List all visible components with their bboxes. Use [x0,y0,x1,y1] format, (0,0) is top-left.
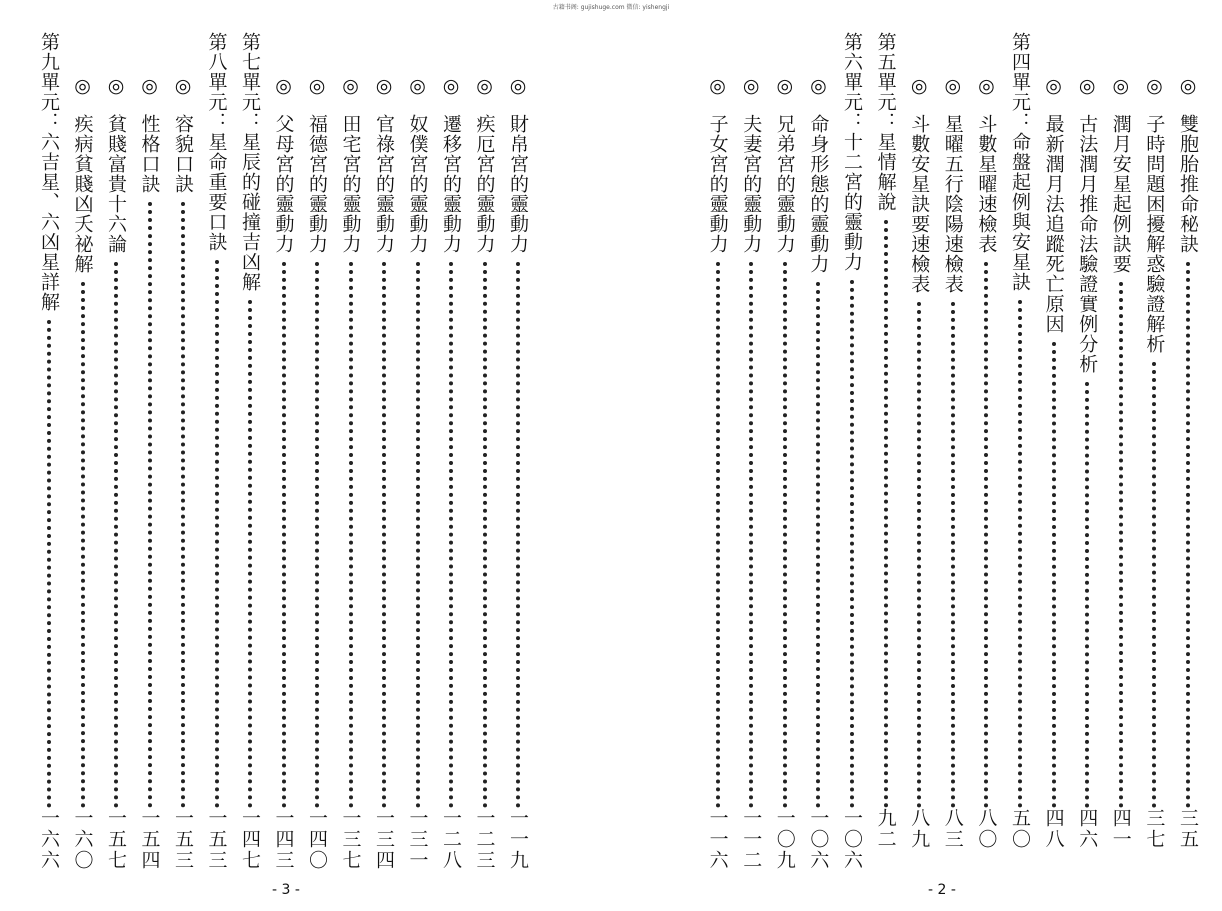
bullet-mark: ◎ [944,75,962,97]
dot-leader [81,282,85,808]
toc-entry [436,70,466,870]
toc-entry [1173,70,1203,870]
toc-page-number: 一一六 [706,808,729,871]
toc-entry [904,70,934,870]
dot-leader [47,320,51,808]
dot-leader [884,220,888,808]
dot-leader [1018,300,1022,808]
bullet-mark: ◎ [509,75,527,97]
dot-leader [114,262,118,808]
toc-entry [135,70,165,870]
page-number-right: - 2 - [928,882,956,898]
dot-leader [181,202,185,808]
toc-page-number: 一五七 [105,808,127,871]
toc-title: 斗數星曜速檢表 [975,114,998,254]
toc-title: 遷移宮的靈動力 [440,114,462,254]
toc-page-number: 一二三 [473,808,496,871]
toc-entry [503,70,533,870]
toc-page-number: 九二 [874,808,897,850]
toc-title: 子時問題困擾解惑驗證解析 [1143,114,1166,354]
toc-unit-heading [202,32,232,870]
toc-title: 性格口訣 [138,114,161,194]
toc-page-number: 一五三 [172,808,194,871]
dot-leader [483,262,487,808]
toc-page-number: 一五三 [205,808,228,871]
dot-leader [1119,282,1123,808]
bullet-mark: ◎ [141,75,158,97]
toc-title: 斗數安星訣要速檢表 [908,114,931,294]
toc-entry [971,70,1001,870]
bullet-mark: ◎ [978,75,995,97]
dot-leader [1052,342,1056,808]
bullet-mark: ◎ [776,75,794,97]
dot-leader [1186,262,1190,808]
toc-title: 第八單元：星命重要口訣 [205,32,228,252]
bullet-mark: ◎ [910,75,928,97]
toc-page-number: 一四七 [239,808,261,871]
bullet-mark: ◎ [1146,75,1163,97]
toc-title: 貧賤富貴十六論 [105,114,127,254]
dot-leader [248,300,252,808]
toc-title: 第九單元：六吉星、六凶星詳解 [38,32,60,312]
toc-entry [369,70,399,870]
toc-page-number: 一二八 [440,808,462,871]
toc-page-number: 三七 [1143,808,1166,850]
toc-unit-heading [871,32,901,870]
bullet-mark: ◎ [742,75,760,97]
toc-title: 命身形態的靈動力 [807,114,830,274]
dot-leader [315,262,319,808]
bullet-mark: ◎ [308,75,326,97]
toc-entry [770,70,800,870]
toc-page-number: 一一九 [507,808,529,871]
toc-entry [470,70,500,870]
toc-entry [1106,70,1136,870]
watermark: 古籍书阁: gujishuge.com 微信: yishengji [552,4,670,11]
toc-entry [336,70,366,870]
toc-entry [703,70,733,870]
toc-title: 子女宮的靈動力 [706,114,729,254]
toc-title: 第四單元：命盤起例與安星訣 [1009,32,1031,292]
toc-entry [803,70,833,870]
toc-unit-heading [1005,32,1035,870]
toc-entry [938,70,968,870]
dot-leader [951,302,955,808]
toc-page-number: 八三 [941,808,964,850]
toc-entry [168,70,198,870]
toc-entry [68,70,98,870]
toc-unit-heading [837,32,867,870]
toc-page-number: 八九 [908,808,931,850]
toc-entry [736,70,766,870]
dot-leader [749,262,753,808]
bullet-mark: ◎ [810,75,827,97]
bullet-mark: ◎ [476,75,493,97]
dot-leader [816,282,820,808]
toc-title: 父母宮的靈動力 [272,114,295,254]
toc-page-number: 一六六 [38,808,60,871]
toc-entry [403,70,433,870]
toc-title: 官祿宮的靈動力 [373,114,395,254]
toc-title: 雙胞胎推命秘訣 [1177,114,1199,254]
toc-title: 古法潤月推命法驗證實例分析 [1076,114,1099,374]
bullet-mark: ◎ [442,75,460,97]
bullet-mark: ◎ [375,75,393,97]
bullet-mark: ◎ [275,75,292,97]
dot-leader [1085,382,1089,808]
toc-page-number: 一三四 [373,808,395,871]
dot-leader [349,262,353,808]
page-number-left: - 3 - [272,882,300,898]
toc-page-number: 一〇六 [841,808,863,871]
bullet-mark: ◎ [709,75,726,97]
bullet-mark: ◎ [74,75,91,97]
toc-page-number: 四八 [1042,808,1065,850]
toc-title: 潤月安星起例訣要 [1109,114,1132,274]
toc-page-number: 一〇九 [773,808,796,871]
dot-leader [416,262,420,808]
toc-title: 奴僕宮的靈動力 [406,114,429,254]
toc-title: 最新潤月法追蹤死亡原因 [1042,114,1065,334]
dot-leader [1152,362,1156,808]
dot-leader [382,262,386,808]
toc-title: 財帛宮的靈動力 [507,114,529,254]
toc-page-number: 一一二 [740,808,763,871]
dot-leader [850,280,854,808]
dot-leader [516,262,520,808]
toc-page-number: 一〇六 [807,808,830,871]
toc-entry [1072,70,1102,870]
dot-leader [449,262,453,808]
toc-page-number: 四一 [1109,808,1132,850]
toc-title: 容貌口訣 [172,114,194,194]
toc-unit-heading [235,32,265,870]
toc-entry [1039,70,1069,870]
toc-title: 兄弟宮的靈動力 [773,114,796,254]
bullet-mark: ◎ [409,75,426,97]
toc-page-number: 八〇 [975,808,998,850]
dot-leader [282,262,286,808]
toc-entry [302,70,332,870]
toc-title: 第六單元：十二宮的靈動力 [841,32,863,272]
toc-title: 第七單元：星辰的碰撞吉凶解 [239,32,261,292]
toc-title: 夫妻宮的靈動力 [740,114,763,254]
toc-title: 福德宮的靈動力 [306,114,328,254]
toc-page-number: 五〇 [1009,808,1031,850]
toc-entry [269,70,299,870]
toc-page-number: 一四〇 [306,808,328,871]
toc-page-number: 一五四 [138,808,161,871]
right-page [611,0,1222,911]
toc-entry [101,70,131,870]
bullet-mark: ◎ [342,75,359,97]
toc-title: 疾病貧賤凶夭祕解 [71,114,94,274]
bullet-mark: ◎ [1078,75,1096,97]
toc-page-number: 一三七 [339,808,362,871]
toc-entry [1139,70,1169,870]
toc-title: 星曜五行陰陽速檢表 [941,114,964,294]
dot-leader [984,262,988,808]
dot-leader [917,302,921,808]
toc-unit-heading [34,32,64,870]
dot-leader [215,260,219,808]
dot-leader [716,262,720,808]
toc-page-number: 一三一 [406,808,429,871]
toc-page-number: 一四三 [272,808,295,871]
bullet-mark: ◎ [107,75,125,97]
bullet-mark: ◎ [1179,75,1197,97]
toc-title: 田宅宮的靈動力 [339,114,362,254]
bullet-mark: ◎ [1045,75,1062,97]
bullet-mark: ◎ [1112,75,1130,97]
dot-leader [783,262,787,808]
dot-leader [148,202,152,808]
toc-title: 第五單元：星情解說 [874,32,897,212]
toc-page-number: 三五 [1177,808,1199,850]
bullet-mark: ◎ [174,75,192,97]
toc-page-number: 一六〇 [71,808,94,871]
toc-page-number: 四六 [1076,808,1099,850]
toc-title: 疾厄宮的靈動力 [473,114,496,254]
